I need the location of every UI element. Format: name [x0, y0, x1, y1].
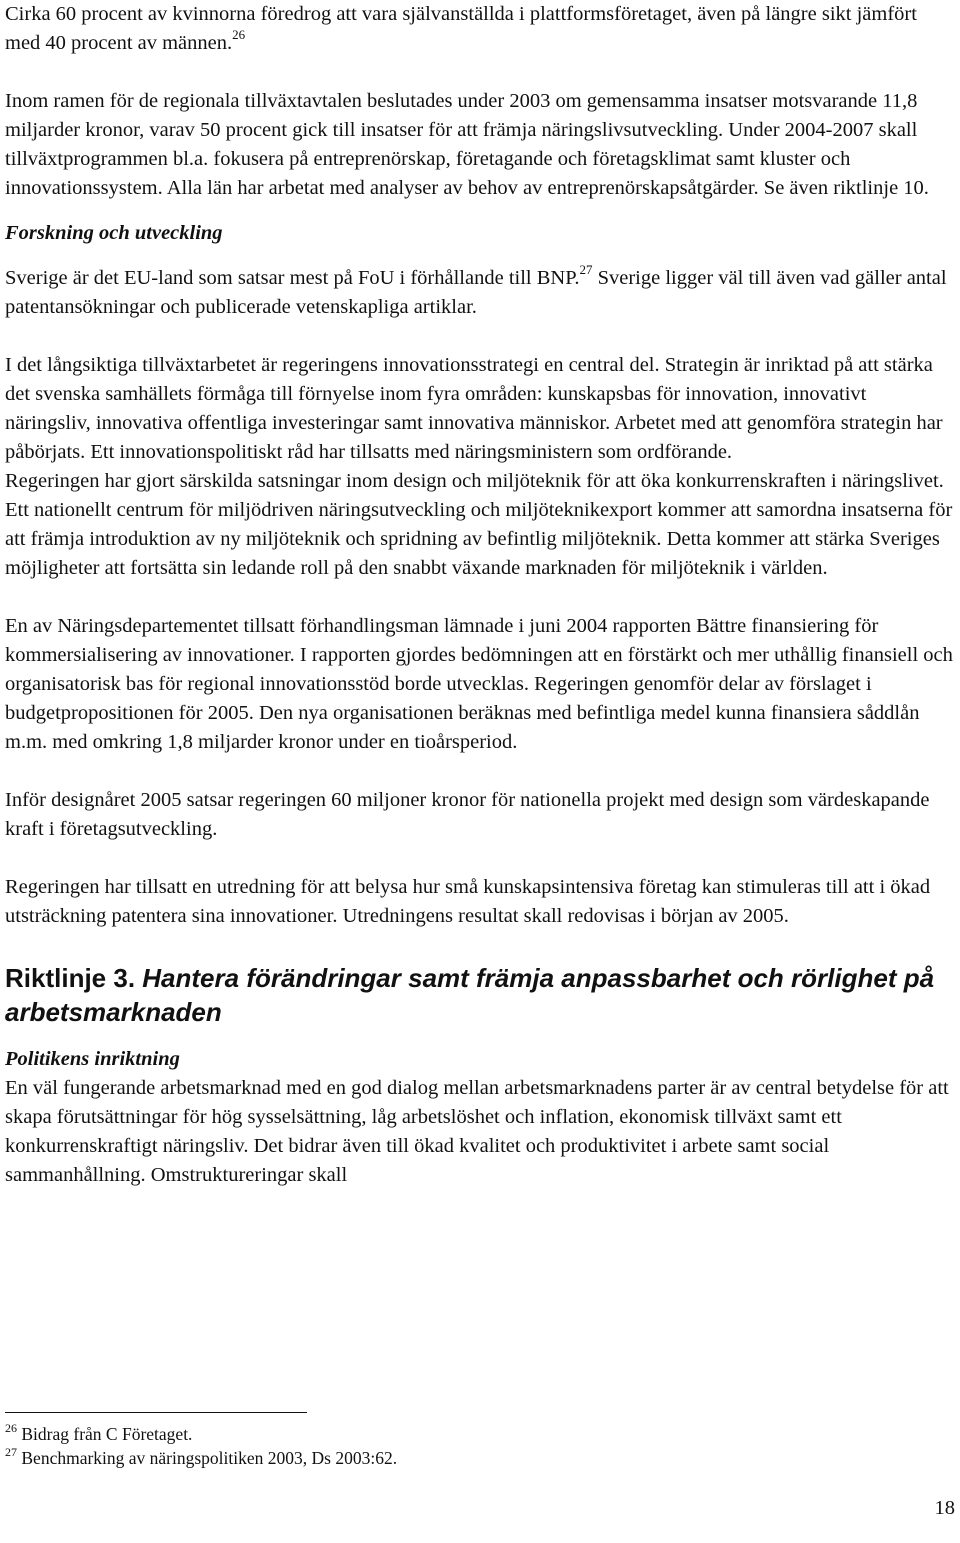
paragraph-financing-report: En av Näringsdepartementet tillsatt förhandlingsman lämnade i juni 2004 rapporten Bättre finansiering för kommersialisering av innovationer. I rapporten gjordes bedömningen att en förstärkt och mer uthållig finansiell och organisatorisk bas för regional innovationsstöd borde utvecklas. Regeringen genomför delar av förslaget i budgetpropositionen för 2005. Den nya organisationen beräknas med befintliga medel kunna finansiera såddlån m.m. med omkring 1,8 miljarder kronor under en tioårsperiod.: [5, 615, 953, 753]
footnote-item: [5, 1422, 905, 1446]
footnotes: [5, 1422, 905, 1470]
paragraph-regional-growth: Inom ramen för de regionala tillväxtavtalen beslutades under 2003 om gemensamma insatser motsvarande 11,8 miljarder kronor, varav 50 procent gick till insatser för att främja näringslivsutveckling. Under 2004-2007 skall tillväxtprogrammen bl.a. fokusera på entreprenörskap, företagande och företagsklimat samt kluster och innovationssystem. Alla län har arbetat med analyser av behov av entreprenörskapsåtgärder. Se även riktlinje 10.: [5, 90, 929, 199]
subheading-research: Forskning och utveckling: [5, 222, 223, 244]
footnote-text: Benchmarking av näringspolitiken 2003, Ds 2003:62.: [21, 1448, 398, 1468]
paragraph-design-environment: Regeringen har gjort särskilda satsningar inom design och miljöteknik för att öka konkurrenskraften i näringslivet. Ett nationellt centrum för miljödriven näringsutveckling och miljöteknikexport kommer att samordna insatserna för att främja introduktion av ny miljöteknik och spridning av befintlig miljöteknik. Detta kommer att stärka Sveriges möjligheter att fortsätta sin ledande roll på den snabbt växande marknaden för miljöteknik i världen.: [5, 470, 953, 579]
paragraph-eu-rd: [5, 264, 955, 322]
heading-title: Hantera förändringar samt främja anpassbarhet och rörlighet på arbetsmarknaden: [5, 963, 935, 1027]
paragraph-text: Sverige är det EU-land som satsar mest på FoU i förhållande till BNP.: [5, 267, 580, 289]
footnote-number: 27: [5, 1445, 17, 1460]
page-number: 18: [934, 1497, 955, 1519]
footnote-ref-27[interactable]: 27: [579, 262, 593, 278]
paragraph-self-employment: [5, 0, 955, 58]
footnote-number: 26: [5, 1421, 17, 1436]
section-heading: [5, 961, 955, 1029]
paragraph-patent-inquiry: Regeringen har tillsatt en utredning för att belysa hur små kunskapsintensiva företag kan stimuleras till att i ökad utsträckning patentera sina innovationer. Utredningens resultat skall redovisas i början av 2005.: [5, 876, 931, 927]
paragraph-design-year: Inför designåret 2005 satsar regeringen 60 miljoner kronor för nationella projekt med design som värdeskapande kraft i företagsutveckling.: [5, 789, 930, 840]
paragraph-labour-market: En väl fungerande arbetsmarknad med en god dialog mellan arbetsmarknadens parter är av central betydelse för att skapa förutsättningar för hög sysselsättning, låg arbetslöshet och inflation, ekonomisk tillväxt samt ett konkurrenskraftigt näringsliv. Det bidrar även till ökad kvalitet och produktivitet i arbete samt social sammanhållning. Omstruktureringar skall: [5, 1077, 949, 1186]
footnote-divider: [5, 1412, 307, 1413]
heading-prefix: Riktlinje 3.: [5, 963, 136, 993]
footnote-text: Bidrag från C Företaget.: [21, 1424, 193, 1444]
footnote-item: [5, 1446, 905, 1470]
paragraph-text: Cirka 60 procent av kvinnorna föredrog att vara självanställda i plattformsföretaget, även på längre sikt jämfört med 40 procent av männen.: [5, 3, 917, 54]
document-page: [5, 0, 955, 1190]
paragraph-innovation-strategy: I det långsiktiga tillväxtarbetet är regeringens innovationsstrategi en central del. Strategin är inriktad på att stärka det svenska samhällets förmåga till förnyelse inom fyra områden: kunskapsbas för innovation, innovativt näringsliv, innovativa offentliga investeringar samt innovativa människor. Arbetet med att genomföra strategin har påbörjats. Ett innovationspolitiskt råd har tillsatts med näringsministern som ordförande.: [5, 354, 943, 463]
footnote-ref-26[interactable]: 26: [232, 27, 246, 43]
subheading-policy: Politikens inriktning: [5, 1048, 180, 1070]
paragraph-text: Sverige ligger väl till även vad gäller antal patentansökningar och publicerade vetenskapliga artiklar.: [5, 267, 947, 318]
